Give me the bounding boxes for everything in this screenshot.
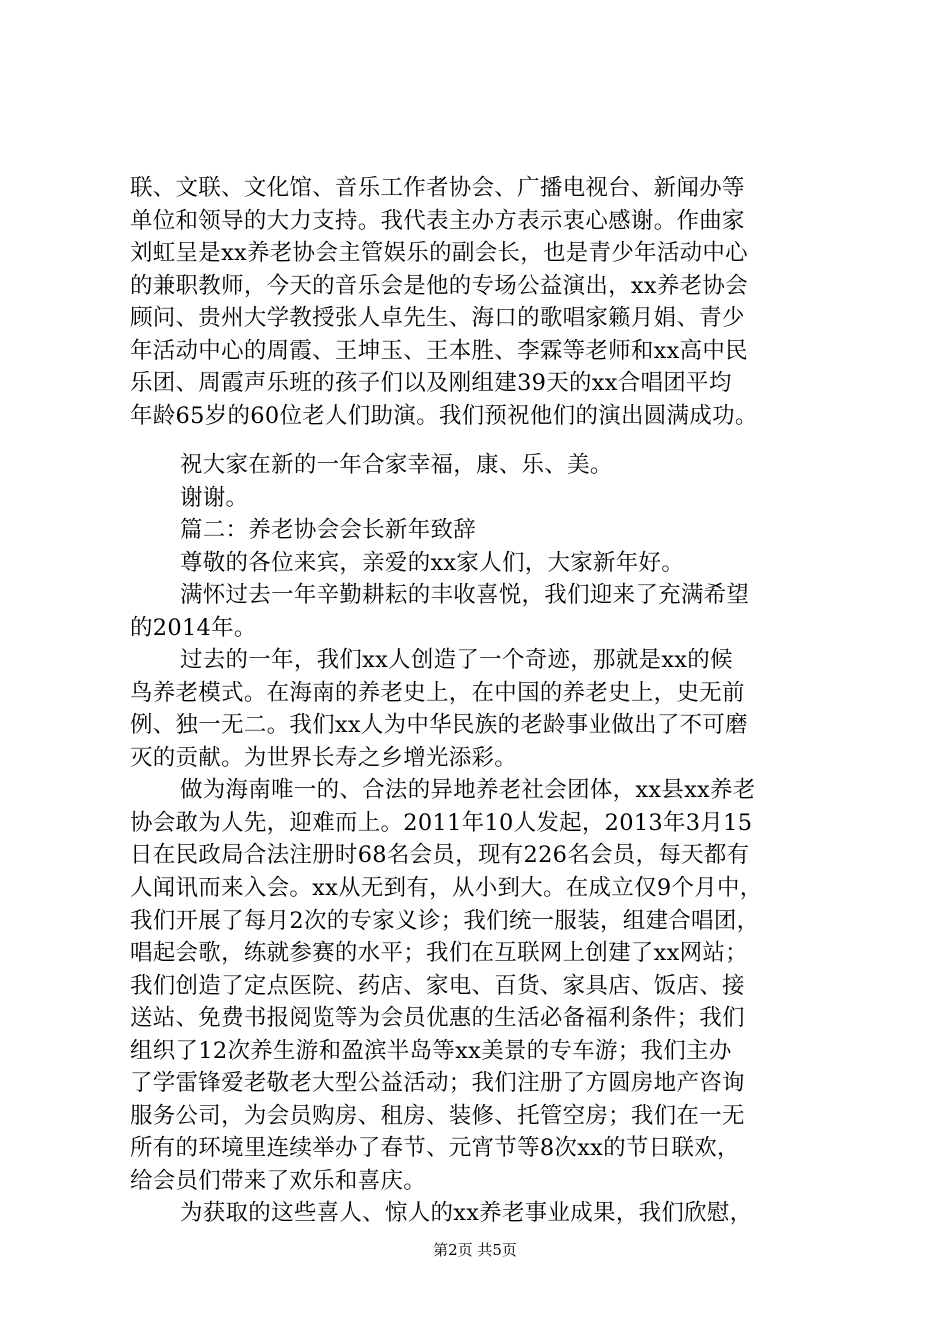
- paragraph4-line: 我们创造了定点医院、药店、家电、百货、家具店、饭店、接: [130, 972, 745, 999]
- paragraph4-line: 日在民政局合法注册时68名会员，现有226名会员，每天都有: [130, 842, 750, 869]
- paragraph1-line: 顾问、贵州大学教授张人卓先生、海口的歌唱家籁月娟、青少: [130, 305, 745, 332]
- paragraph4-line: 人闻讯而来入会。xx从无到有，从小到大。在成立仅9个月中，: [130, 874, 763, 901]
- paragraph4-line: 送站、免费书报阅览等为会员优惠的生活必备福利条件；我们: [130, 1005, 745, 1032]
- paragraph1-line: 乐团、周霞声乐班的孩子们以及刚组建39天的xx合唱团平均: [130, 370, 732, 397]
- paragraph1-line: 刘虹呈是xx养老协会主管娱乐的副会长，也是青少年活动中心: [130, 240, 748, 267]
- paragraph4-line: 唱起会歌，练就参赛的水平；我们在互联网上创建了xx网站；: [130, 940, 748, 967]
- paragraph3-line: 鸟养老模式。在海南的养老史上，在中国的养老史上，史无前: [130, 679, 745, 706]
- wishes-text: 祝大家在新的一年合家幸福，康、乐、美。: [180, 452, 613, 478]
- paragraph4-line: 协会敢为人先，迎难而上。2011年10人发起，2013年3月15: [130, 809, 753, 836]
- paragraph4-line: 我们开展了每月2次的专家义诊；我们统一服装，组建合唱团，: [130, 907, 760, 934]
- paragraph3-line: 灭的贡献。为世界长寿之乡增光添彩。: [130, 744, 518, 771]
- paragraph4-line: 所有的环境里连续举办了春节、元宵节等8次xx的节日联欢，: [130, 1135, 740, 1162]
- paragraph4-line: 给会员们带来了欢乐和喜庆。: [130, 1167, 426, 1194]
- section-title: 篇二：养老协会会长新年致辞: [180, 517, 476, 544]
- thanks-text: 谢谢。: [180, 484, 249, 511]
- paragraph4-line: 做为海南唯一的、合法的异地养老社会团体，xx县xx养老: [180, 777, 756, 804]
- page-footer: 第2页 共5页: [433, 1241, 517, 1259]
- greeting-text: 尊敬的各位来宾，亲爱的xx家人们，大家新年好。: [180, 549, 685, 576]
- paragraph1-line: 单位和领导的大力支持。我代表主办方表示衷心感谢。作曲家: [130, 207, 745, 234]
- paragraph3-line: 过去的一年，我们xx人创造了一个奇迹，那就是xx的候: [180, 647, 733, 674]
- paragraph3-line: 例、独一无二。我们xx人为中华民族的老龄事业做出了不可磨: [130, 712, 748, 739]
- paragraph2-line: 的2014年。: [130, 614, 257, 641]
- paragraph1-line: 年活动中心的周霞、王坤玉、王本胜、李霖等老师和xx高中民: [130, 337, 748, 364]
- paragraph1-line: 的兼职教师，今天的音乐会是他的专场公益演出，xx养老协会: [130, 272, 748, 299]
- paragraph4-line: 了学雷锋爱老敬老大型公益活动；我们注册了方圆房地产咨询: [130, 1070, 745, 1097]
- paragraph1-line: 联、文联、文化馆、音乐工作者协会、广播电视台、新闻办等: [130, 175, 745, 201]
- paragraph4-line: 服务公司，为会员购房、租房、装修、托管空房；我们在一无: [130, 1102, 745, 1129]
- paragraph5-line: 为获取的这些喜人、惊人的xx养老事业成果，我们欣慰，: [180, 1200, 753, 1227]
- paragraph4-line: 组织了12次养生游和盈滨半岛等xx美景的专车游；我们主办: [130, 1037, 732, 1064]
- paragraph1-line: 年龄65岁的60位老人们助演。我们预祝他们的演出圆满成功。: [130, 402, 758, 429]
- paragraph2-line: 满怀过去一年辛勤耕耘的丰收喜悦，我们迎来了充满希望: [180, 582, 750, 609]
